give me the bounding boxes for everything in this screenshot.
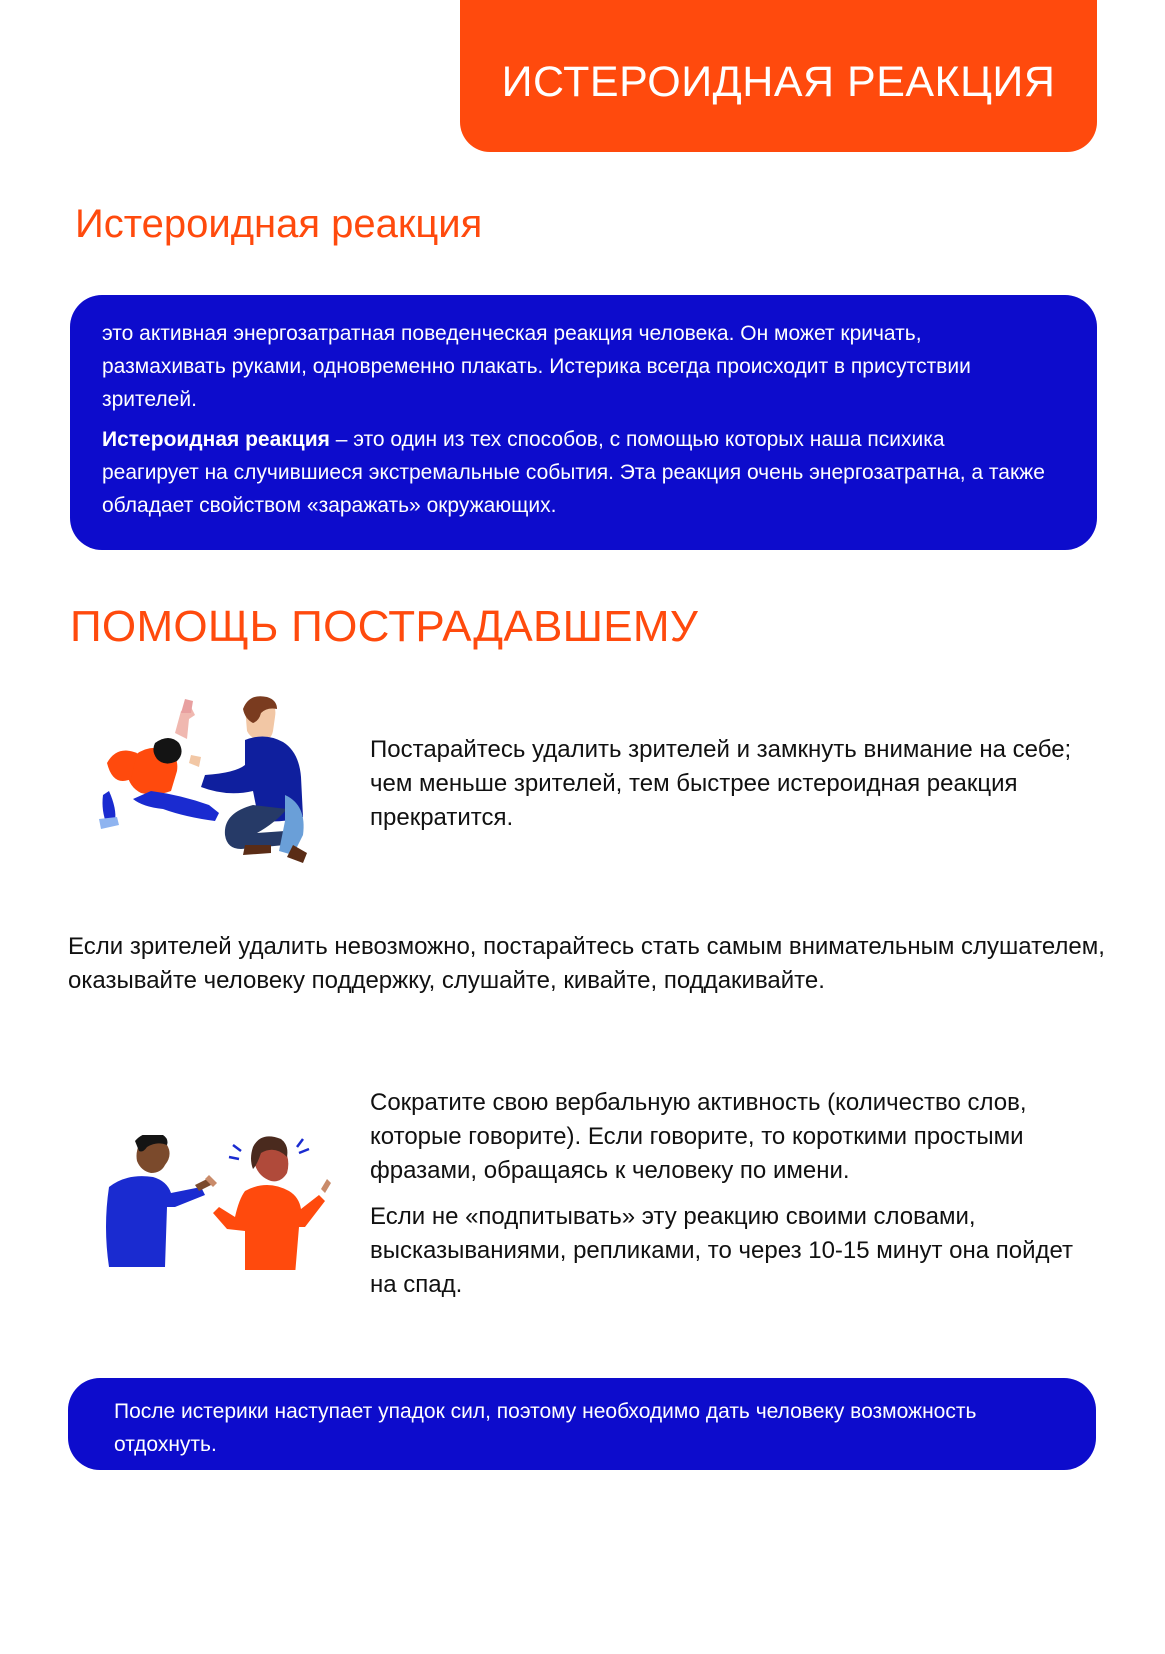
intro-paragraph-2-text: – это один из тех способов, с помощью которых наша психика реагирует на случившиеся экстремальные события. Эта реакция очень энергозатратна, а также обладает свойством «заражать» окружающих.	[102, 428, 1045, 517]
footer-text: После истерики наступает упадок сил, поэтому необходимо дать человеку возможность отдохнуть.	[114, 1400, 977, 1456]
tip-reaction-subsides: Если не «подпитывать» эту реакцию своими словами, высказываниями, репликами, то через 10-15 минут она пойдет на спад.	[370, 1203, 1074, 1298]
header-title: ИСТЕРОИДНАЯ РЕАКЦИЯ	[501, 57, 1056, 106]
intro-paragraph-2	[102, 423, 1047, 522]
tip-attentive-listener: Если зрителей удалить невозможно, постарайтесь стать самым внимательным слушателем, оказывайте человеку поддержку, слушайте, кивайте, поддакивайте.	[68, 933, 1105, 994]
helping-person-illustration	[95, 695, 340, 870]
tip-reduce-verbal-activity: Сократите свою вербальную активность (количество слов, которые говорите). Если говорите, то короткими простыми фразами, обращаясь к человеку по имени.	[370, 1089, 1027, 1184]
intro-paragraph-1: это активная энергозатратная поведенческая реакция человека. Он может кричать, размахивать руками, одновременно плакать. Истерика всегда происходит в присутствии зрителей.	[102, 322, 971, 411]
tip-remove-spectators: Постарайтесь удалить зрителей и замкнуть внимание на себе; чем меньше зрителей, тем быстрее истероидная реакция прекратится.	[370, 736, 1072, 831]
intro-box	[70, 295, 1097, 550]
footer-box	[68, 1378, 1096, 1470]
help-section-title: ПОМОЩЬ ПОСТРАДАВШЕМУ	[70, 602, 699, 651]
header-banner	[460, 0, 1097, 152]
intro-term: Истероидная реакция	[102, 428, 330, 451]
intro-subtitle: Истероидная реакция	[75, 202, 483, 246]
calm-talk-illustration	[95, 1135, 350, 1270]
